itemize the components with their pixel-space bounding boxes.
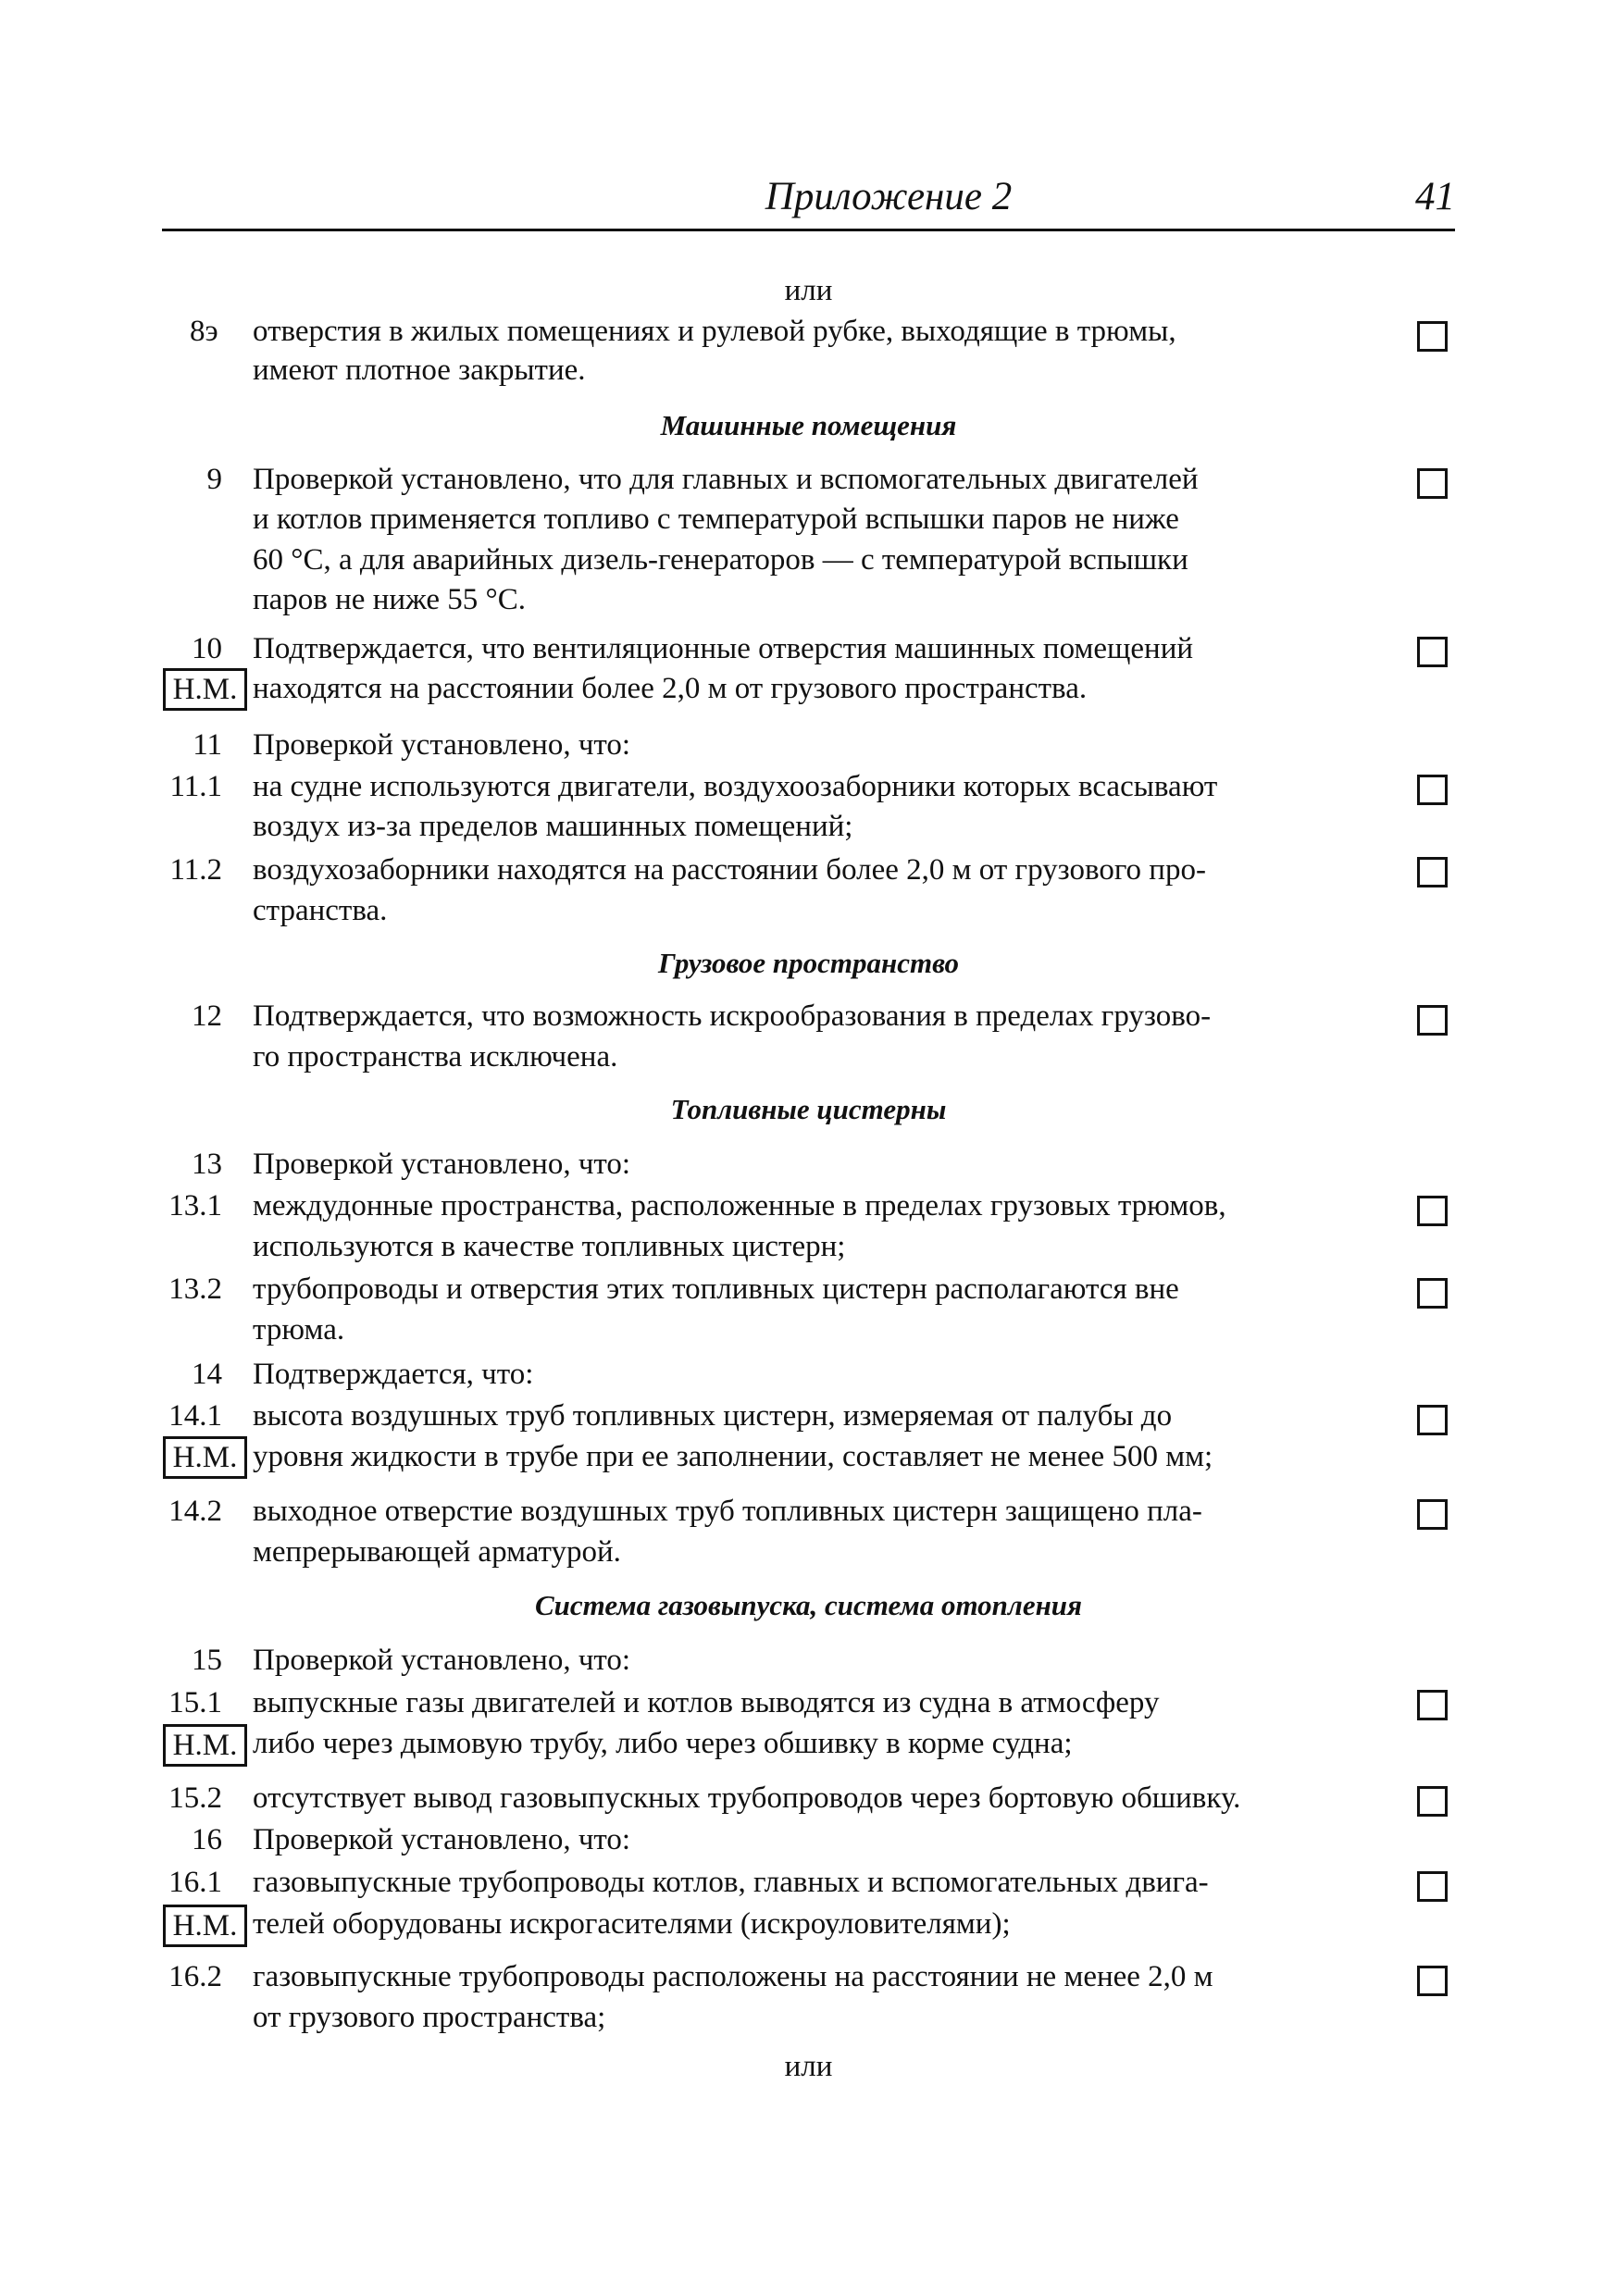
item-checkbox[interactable]: [1417, 1005, 1448, 1036]
nm-marker: Н.М.: [163, 1905, 247, 1947]
item-number: 16: [192, 1823, 222, 1856]
item-checkbox[interactable]: [1417, 1690, 1448, 1720]
item-number: 13.2: [168, 1272, 222, 1306]
item-text-line: Проверкой установлено, что:: [253, 1644, 631, 1677]
item-checkbox[interactable]: [1417, 1966, 1448, 1996]
item-number: 9: [206, 463, 222, 496]
item-text-line: странства.: [253, 894, 388, 927]
item-text-line: имеют плотное закрытие.: [253, 354, 586, 387]
item-checkbox[interactable]: [1417, 1871, 1448, 1902]
item-text-line: выпускные газы двигателей и котлов выводятся из судна в атмосферу: [253, 1686, 1160, 1719]
item-number: 8э: [190, 315, 218, 348]
item-text-line: отверстия в жилых помещениях и рулевой рубке, выходящие в трюмы,: [253, 315, 1176, 348]
item-number: 16.1: [168, 1866, 222, 1899]
item-number: 14.2: [168, 1495, 222, 1528]
section-heading: Система газовыпуска, система отопления: [534, 1589, 1082, 1621]
section-heading: Грузовое пространство: [657, 947, 960, 979]
item-number: 16.2: [168, 1960, 222, 1993]
item-text-line: находятся на расстоянии более 2,0 м от грузового пространства.: [253, 672, 1088, 705]
item-text-line: паров не ниже 55 °С.: [253, 583, 526, 616]
item-checkbox[interactable]: [1417, 321, 1448, 352]
item-number: 15: [192, 1644, 222, 1677]
item-text-line: используются в качестве топливных цистерн;: [253, 1230, 846, 1263]
item-checkbox[interactable]: [1417, 775, 1448, 805]
item-number: 13: [192, 1148, 222, 1181]
item-checkbox[interactable]: [1417, 1278, 1448, 1309]
item-text-line: Проверкой установлено, что:: [253, 1148, 631, 1181]
item-text-line: высота воздушных труб топливных цистерн, измеряемая от палубы до: [253, 1399, 1173, 1433]
item-text-line: отсутствует вывод газовыпускных трубопроводов через бортовую обшивку.: [253, 1781, 1241, 1815]
item-text-line: 60 °С, а для аварийных дизель-генераторов — с температурой вспышки: [253, 543, 1188, 577]
section-heading: Топливные цистерны: [670, 1093, 947, 1125]
item-text-line: телей оборудованы искрогасителями (искроуловителями);: [253, 1907, 1011, 1941]
item-checkbox[interactable]: [1417, 1499, 1448, 1530]
item-text-line: и котлов применяется топливо с температурой вспышки паров не ниже: [253, 503, 1179, 536]
nm-marker: Н.М.: [163, 668, 247, 711]
item-text-line: Проверкой установлено, что:: [253, 728, 631, 762]
item-checkbox[interactable]: [1417, 637, 1448, 667]
item-text-line: газовыпускные трубопроводы расположены на расстоянии не менее 2,0 м: [253, 1960, 1213, 1993]
item-text-line: воздухозаборники находятся на расстоянии более 2,0 м от грузового про-: [253, 853, 1206, 887]
item-text-line: Проверкой установлено, что для главных и вспомогательных двигателей: [253, 463, 1199, 496]
item-text-line: Подтверждается, что вентиляционные отверстия машинных помещений: [253, 632, 1194, 665]
item-checkbox[interactable]: [1417, 1196, 1448, 1226]
item-checkbox[interactable]: [1417, 857, 1448, 887]
item-text-line: Проверкой установлено, что:: [253, 1823, 631, 1856]
item-number: 15.2: [168, 1781, 222, 1815]
item-text-line: Подтверждается, что:: [253, 1358, 534, 1391]
or-separator: или: [784, 2050, 833, 2083]
item-number: 10: [192, 632, 222, 665]
item-number: 11: [193, 728, 222, 762]
item-text-line: трюма.: [253, 1313, 345, 1347]
nm-marker: Н.М.: [163, 1724, 247, 1767]
item-text-line: го пространства исключена.: [253, 1040, 618, 1074]
item-checkbox[interactable]: [1417, 1786, 1448, 1817]
nm-marker: Н.М.: [163, 1436, 247, 1479]
item-text-line: Подтверждается, что возможность искрообразования в пределах грузово-: [253, 999, 1212, 1033]
item-number: 15.1: [168, 1686, 222, 1719]
item-number: 11.2: [169, 853, 222, 887]
item-text-line: на судне используются двигатели, воздухоозаборники которых всасывают: [253, 770, 1218, 803]
item-text-line: либо через дымовую трубу, либо через обшивку в корме судна;: [253, 1727, 1073, 1760]
item-text-line: междудонные пространства, расположенные в пределах грузовых трюмов,: [253, 1189, 1226, 1222]
item-number: 14.1: [168, 1399, 222, 1433]
or-separator: или: [784, 274, 833, 307]
item-text-line: воздух из-за пределов машинных помещений;: [253, 810, 853, 843]
item-text-line: уровня жидкости в трубе при ее заполнении, составляет не менее 500 мм;: [253, 1440, 1213, 1473]
item-number: 14: [192, 1358, 222, 1391]
item-text-line: трубопроводы и отверстия этих топливных цистерн располагаются вне: [253, 1272, 1179, 1306]
section-heading: Машинные помещения: [660, 409, 957, 441]
page-number: 41: [1415, 175, 1455, 218]
item-text-line: газовыпускные трубопроводы котлов, главных и вспомогательных двига-: [253, 1866, 1209, 1899]
item-number: 12: [192, 999, 222, 1033]
item-text-line: мепрерывающей арматурой.: [253, 1535, 621, 1569]
item-checkbox[interactable]: [1417, 1405, 1448, 1435]
item-text-line: выходное отверстие воздушных труб топливных цистерн защищено пла-: [253, 1495, 1202, 1528]
item-number: 13.1: [168, 1189, 222, 1222]
item-number: 11.1: [169, 770, 222, 803]
header-title: Приложение 2: [765, 175, 1013, 218]
item-checkbox[interactable]: [1417, 468, 1448, 499]
page-header: [162, 171, 1455, 231]
item-text-line: от грузового пространства;: [253, 2001, 606, 2034]
